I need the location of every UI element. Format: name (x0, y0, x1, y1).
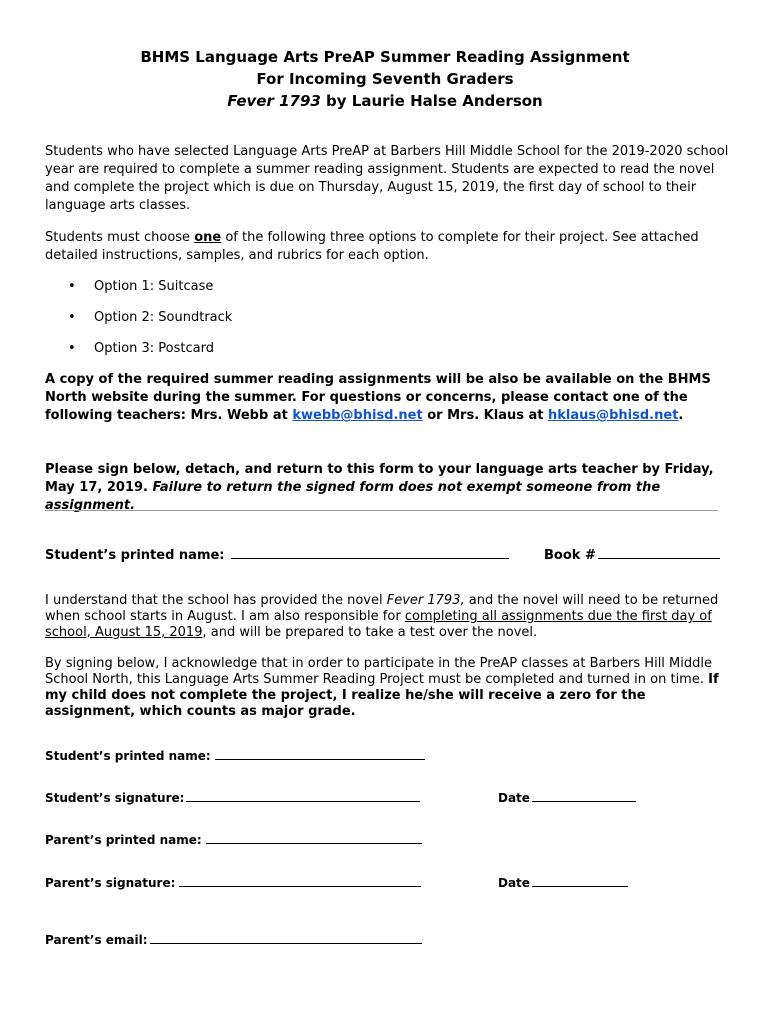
parent-signature-label: Parent’s signature: (45, 876, 176, 890)
choose-after: of the following three options to complete for their project. See attached detailed instructions, samples, and rubrics for each option. (45, 230, 699, 263)
sign-notice-warning: Failure to return the signed form does not exempt someone from the assignment. (45, 480, 661, 513)
title-line-1: BHMS Language Arts PreAP Summer Reading Assignment (140, 48, 630, 66)
choose-one: one (194, 230, 222, 245)
parent-date-label: Date (498, 876, 530, 890)
student-printed-name-label: Student’s printed name: (45, 749, 211, 763)
email-link-klaus[interactable]: hklaus@bhisd.net (548, 408, 679, 423)
parent-printed-name-label: Parent’s printed name: (45, 833, 202, 847)
novel-title: Fever 1793 (227, 92, 321, 110)
student-name-field-top[interactable] (45, 546, 509, 563)
bullet-icon: • (68, 310, 76, 325)
novel-author: by Laurie Halse Anderson (320, 92, 543, 110)
contact-text: A copy of the required summer reading assignments will be also be available on the BHMS North website during the summer. For questions or concerns, please contact one of the following teachers: Mrs. Webb at (45, 372, 711, 423)
parent-printed-name-field[interactable] (45, 831, 422, 847)
title-line-3 (0, 92, 770, 110)
detach-line (45, 510, 718, 511)
choose-before: Students must choose (45, 230, 195, 245)
ack2-bold: If my child does not complete the project, I realize he/she will receive a zero for the assignment, which counts as major grade. (45, 672, 719, 719)
book-number-field[interactable] (544, 546, 720, 563)
parent-date-line[interactable] (532, 874, 628, 887)
student-date-field[interactable] (498, 789, 636, 805)
book-number-label: Book # (544, 548, 596, 563)
option-label: Option 1: Suitcase (94, 279, 214, 294)
ack2-a: By signing below, I acknowledge that in order to participate in the PreAP classes at Barbers Hill Middle School North, this Language Arts Summer Reading Project must be completed and turned in on time. (45, 656, 712, 687)
student-date-line[interactable] (532, 789, 636, 802)
ack1-c: , and will be prepared to take a test over the novel. (202, 625, 538, 640)
choose-paragraph (45, 229, 735, 265)
parent-printed-name-line[interactable] (206, 831, 422, 844)
option-label: Option 2: Soundtrack (94, 310, 233, 325)
ack1-underlined: completing all assignments due the first day of school, August 15, 2019 (45, 609, 712, 640)
email-link-webb[interactable]: kwebb@bhisd.net (292, 408, 423, 423)
title-line-2: For Incoming Seventh Graders (256, 70, 514, 88)
option-label: Option 3: Postcard (94, 341, 214, 356)
sign-notice (45, 461, 735, 515)
contact-end: . (678, 408, 684, 423)
ack1-novel: Fever 1793, (386, 593, 465, 608)
parent-email-line[interactable] (150, 931, 422, 944)
student-signature-field[interactable] (45, 789, 420, 805)
student-name-line[interactable] (231, 546, 509, 559)
acknowledge-paragraph-2 (45, 656, 735, 720)
student-signature-line[interactable] (186, 789, 420, 802)
intro-paragraph: Students who have selected Language Arts PreAP at Barbers Hill Middle School for the 2019-2020 school year are required to complete a summer reading assignment. Students are expected to read the novel and complete the project which is due on Thursday, August 15, 2019, the first day of school to their language arts classes. (45, 144, 729, 213)
ack1-a: I understand that the school has provided the novel (45, 593, 387, 608)
parent-email-field[interactable] (45, 931, 422, 947)
bullet-icon: • (68, 279, 76, 294)
acknowledge-paragraph-1 (45, 593, 735, 641)
contact-middle: or Mrs. Klaus at (422, 408, 548, 423)
book-number-line[interactable] (598, 546, 720, 559)
contact-paragraph (45, 371, 735, 425)
parent-signature-line[interactable] (179, 874, 421, 887)
ack1-b: and the novel will need to be returned when school starts in August. I am also responsible for (45, 593, 719, 624)
parent-date-field[interactable] (498, 874, 628, 890)
parent-email-label: Parent’s email: (45, 933, 148, 947)
student-printed-name-line[interactable] (215, 747, 425, 760)
student-date-label: Date (498, 791, 530, 805)
student-signature-label: Student’s signature: (45, 791, 185, 805)
sign-notice-text: Please sign below, detach, and return to this form to your language arts teacher by Friday, May 17, 2019. (45, 462, 714, 495)
bullet-icon: • (68, 341, 76, 356)
parent-signature-field[interactable] (45, 874, 421, 890)
student-name-label: Student’s printed name: (45, 548, 225, 563)
student-printed-name-field[interactable] (45, 747, 425, 763)
